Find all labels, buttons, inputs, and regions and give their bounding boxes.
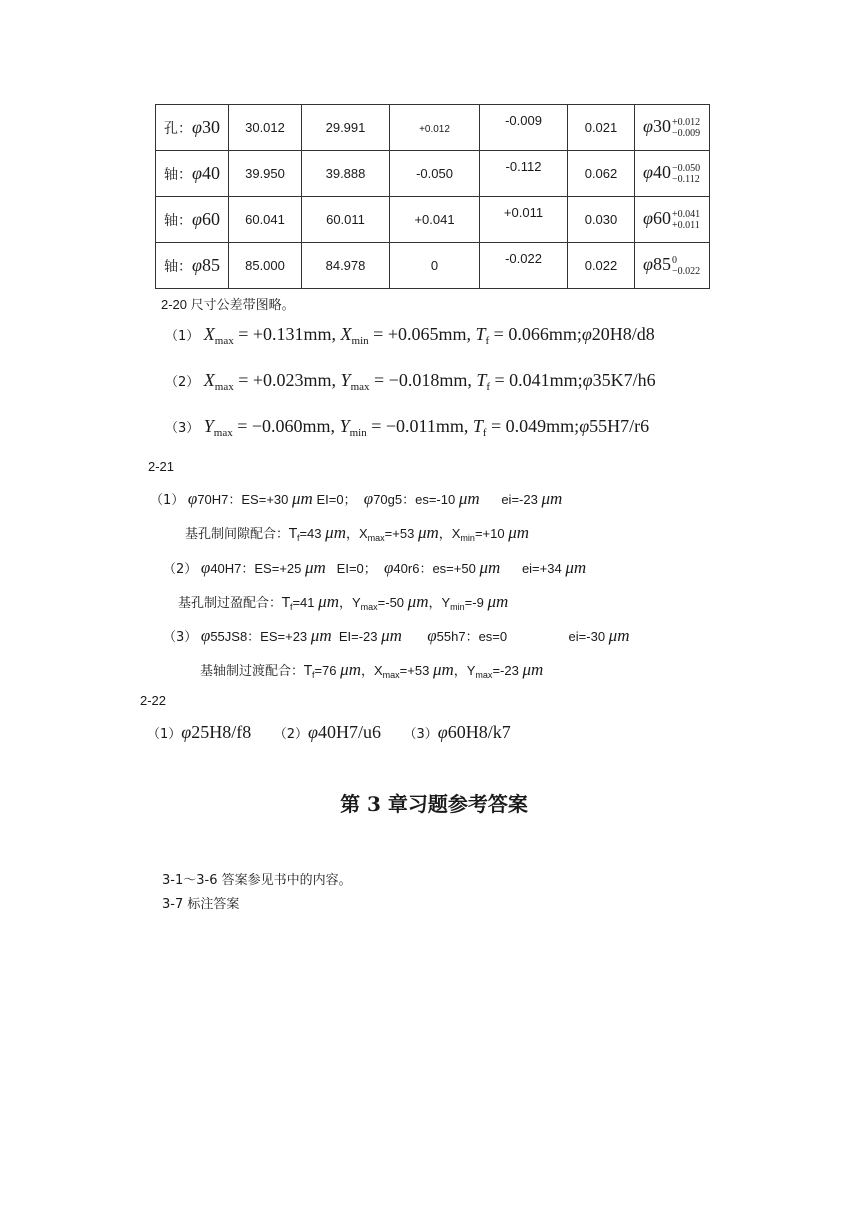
- part-label: 轴：: [164, 213, 192, 229]
- eq-2-20-2: （2） $X_{max} = +0.023mm$, $Y_{max} = -0.018mm$, $T_f$ = 0.041mm;φ35K7/h6: [165, 370, 656, 393]
- eq-2-20-3: （3） $Y_{max} = -0.060mm$, $Y_{min} = -0.011mm$, $T_f$ = 0.049mm;φ55H7/r6: [165, 416, 650, 439]
- max-size-cell: 60.041: [229, 197, 302, 243]
- phi-symbol: φ: [192, 255, 202, 275]
- lower-deviation-cell: -0.022: [480, 243, 568, 289]
- line-2-21-3b: 基轴制过渡配合：$T_f=76$ μm，$X_{max}=+53$ μm，$Y_{max}=-23$ μm: [200, 660, 544, 680]
- phi-symbol: φ: [192, 163, 202, 183]
- upper-deviation: -0.050: [416, 166, 453, 181]
- chapter-title: 第 3 章习题参考答案: [340, 792, 528, 816]
- marking-upper: +0.041: [671, 209, 701, 221]
- min-size-cell: 60.011: [302, 197, 390, 243]
- deviation-stack: [672, 163, 700, 185]
- marking-upper: −0.050: [671, 163, 701, 175]
- table-row: [156, 105, 710, 151]
- marking-lower: −0.112: [671, 174, 700, 186]
- marking-size: 60: [652, 207, 671, 228]
- min-size-cell: 29.991: [302, 105, 390, 151]
- nominal-size: 60: [201, 209, 220, 229]
- part-label: 轴：: [164, 167, 192, 183]
- upper-deviation-cell: [390, 243, 480, 289]
- lower-deviation-cell: -0.009: [480, 105, 568, 151]
- upper-deviation: +0.012: [419, 124, 450, 135]
- min-size-cell: 84.978: [302, 243, 390, 289]
- ch3-line-2: 3-7 标注答案: [162, 897, 240, 912]
- table-row: [156, 243, 710, 289]
- marking-lower: +0.011: [671, 220, 700, 232]
- tolerance-cell: 0.030: [568, 197, 635, 243]
- nominal-size: 40: [201, 163, 220, 183]
- max-size-cell: 30.012: [229, 105, 302, 151]
- marking-cell: [635, 197, 710, 243]
- ch3-line-1: 3-1～3-6 答案参见书中的内容。: [162, 873, 352, 888]
- upper-deviation-cell: [390, 105, 480, 151]
- tolerance-cell: 0.022: [568, 243, 635, 289]
- marking-lower: −0.009: [671, 128, 701, 140]
- marking-lower: −0.022: [671, 266, 701, 278]
- lower-deviation-cell: +0.011: [480, 197, 568, 243]
- part-cell: [156, 105, 229, 151]
- section-2-20-heading: 2-20 尺寸公差带图略。: [161, 297, 295, 312]
- marking-cell: [635, 105, 710, 151]
- line-2-21-1: （1） φ70H7：ES=+30 μm EI=0； φ70g5：es=-10 μm ei=-23 μm: [150, 489, 563, 508]
- upper-deviation-cell: [390, 197, 480, 243]
- phi-symbol: φ: [192, 117, 202, 137]
- phi-symbol: φ: [192, 209, 202, 229]
- tolerance-cell: 0.062: [568, 151, 635, 197]
- nominal-size: 85: [201, 255, 220, 275]
- max-size-cell: 39.950: [229, 151, 302, 197]
- marking-upper: +0.012: [671, 117, 701, 129]
- deviation-stack: [672, 209, 700, 231]
- part-label: 孔：: [164, 121, 192, 137]
- eq-2-20-1: （1） $X_{max} = +0.131mm$, $X_{min} = +0.065mm$, $T_f$ = 0.066mm;φ20H8/d8: [165, 324, 655, 347]
- line-2-21-1b: 基孔制间隙配合：$T_f=43$ μm，$X_{max}=+53$ μm，$X_{min}=+10$ μm: [185, 523, 530, 543]
- part-label: 轴：: [164, 259, 192, 275]
- min-size-cell: 39.888: [302, 151, 390, 197]
- part-cell: [156, 151, 229, 197]
- tolerance-cell: 0.021: [568, 105, 635, 151]
- table-row: [156, 197, 710, 243]
- tolerance-table: [155, 104, 710, 289]
- part-cell: [156, 243, 229, 289]
- phi-symbol: φ: [643, 115, 653, 136]
- max-size-cell: 85.000: [229, 243, 302, 289]
- part-cell: [156, 197, 229, 243]
- phi-symbol: φ: [643, 161, 653, 182]
- deviation-stack: [672, 255, 700, 277]
- line-2-21-2: （2） φ40H7：ES=+25 μm EI=0； φ40r6：es=+50 μm ei=+34 μm: [163, 558, 587, 577]
- marking-size: 85: [652, 253, 671, 274]
- marking-cell: [635, 151, 710, 197]
- table-row: [156, 151, 710, 197]
- marking-cell: [635, 243, 710, 289]
- deviation-stack: [672, 117, 700, 139]
- section-2-21-heading: 2-21: [148, 459, 175, 474]
- upper-deviation: +0.041: [414, 212, 455, 227]
- line-2-22: （1）φ25H8/f8 （2）φ40H7/u6 （3）φ60H8/k7: [147, 722, 511, 742]
- line-2-21-2b: 基孔制过盈配合：$T_f=41$ μm，$Y_{max}=-50$ μm，$Y_{min}=-9$ μm: [178, 592, 509, 612]
- line-2-21-3: （3） φ55JS8：ES=+23 μm EI=-23 μm φ55h7：es=0 ei=-30 μm: [163, 626, 630, 645]
- marking-size: 40: [652, 161, 671, 182]
- section-2-22-heading: 2-22: [140, 693, 167, 708]
- marking-upper: 0: [671, 255, 677, 267]
- upper-deviation-cell: [390, 151, 480, 197]
- upper-deviation: 0: [430, 258, 439, 273]
- phi-symbol: φ: [643, 253, 653, 274]
- lower-deviation-cell: -0.112: [480, 151, 568, 197]
- marking-size: 30: [652, 115, 671, 136]
- nominal-size: 30: [201, 117, 220, 137]
- phi-symbol: φ: [643, 207, 653, 228]
